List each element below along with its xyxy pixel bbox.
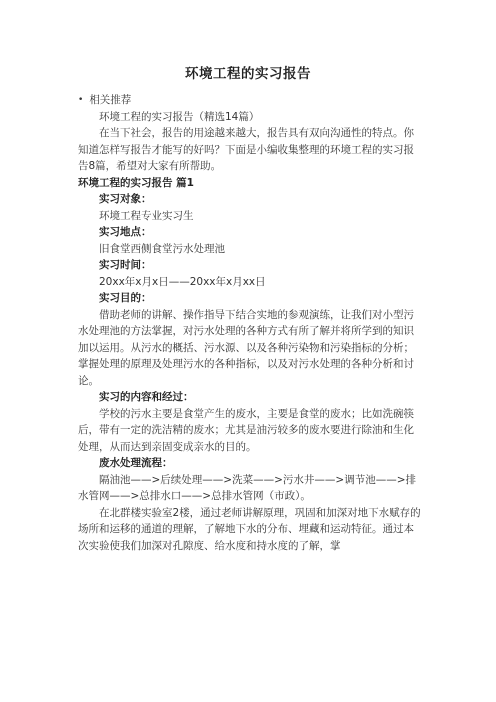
object-value: 环境工程专业实习生 — [99, 209, 194, 222]
time-label: 实习时间： — [99, 259, 152, 271]
content-label: 实习的内容和经过： — [99, 391, 194, 403]
purpose-paragraph: 借助老师的讲解、操作指导下结合实地的参观演练，让我们对小型污水处理池的方法掌握，对污水处理的各种方式有所了解并将所学到的知识加以运用。从污水的概括、污水源、以及各种污染物和污染指标的分析；掌握处理的原理及处理污水的各种指标，以及对污水处理的各种分析和讨论。 — [78, 308, 414, 387]
intro-paragraph: 在当下社会，报告的用途越来越大，报告具有双向沟通性的特点。你知道怎样写报告才能写的好吗？下面是小编收集整理的环境工程的实习报告8篇，希望对大家有所帮助。 — [78, 127, 414, 172]
lab-paragraph: 在北群楼实验室2楼，通过老师讲解原理，巩固和加深对地下水赋存的场所和运移的通道的理解，了解地下水的分布、埋藏和运动特征。通过本次实验使我们加深对孔隙度、给水度和持水度的了解，掌 — [78, 506, 421, 552]
flow-paragraph: 隔油池——>后续处理——>洗菜——>污水井——>调节池——>排水管网——>总排水口——>总排水管网（市政）。 — [78, 473, 416, 502]
purpose-label: 实习目的： — [99, 292, 152, 304]
subtitle: 环境工程的实习报告（精选14篇） — [99, 110, 260, 123]
related-recommendations[interactable] — [78, 92, 423, 109]
article-body — [78, 92, 423, 554]
flow-label: 废水处理流程： — [99, 457, 173, 469]
section-heading: 环境工程的实习报告 篇1 — [78, 176, 194, 189]
time-value: 20xx年x月x日——20xx年x月xx日 — [99, 275, 266, 288]
bullet-icon: • — [78, 95, 84, 105]
place-value: 旧食堂西侧食堂污水处理池 — [99, 242, 225, 255]
object-label: 实习对象： — [99, 193, 152, 205]
page-title: 环境工程的实习报告 — [185, 66, 311, 82]
place-label: 实习地点： — [99, 226, 152, 238]
content-paragraph: 学校的污水主要是食堂产生的废水，主要是食堂的废水；比如洗碗筷后，带有一定的洗洁精的废水；尤其是油污较多的废水要进行除油和生化处理，从而达到亲固变成亲水的目的。 — [78, 407, 414, 453]
related-link[interactable]: 相关推荐 — [89, 94, 132, 106]
